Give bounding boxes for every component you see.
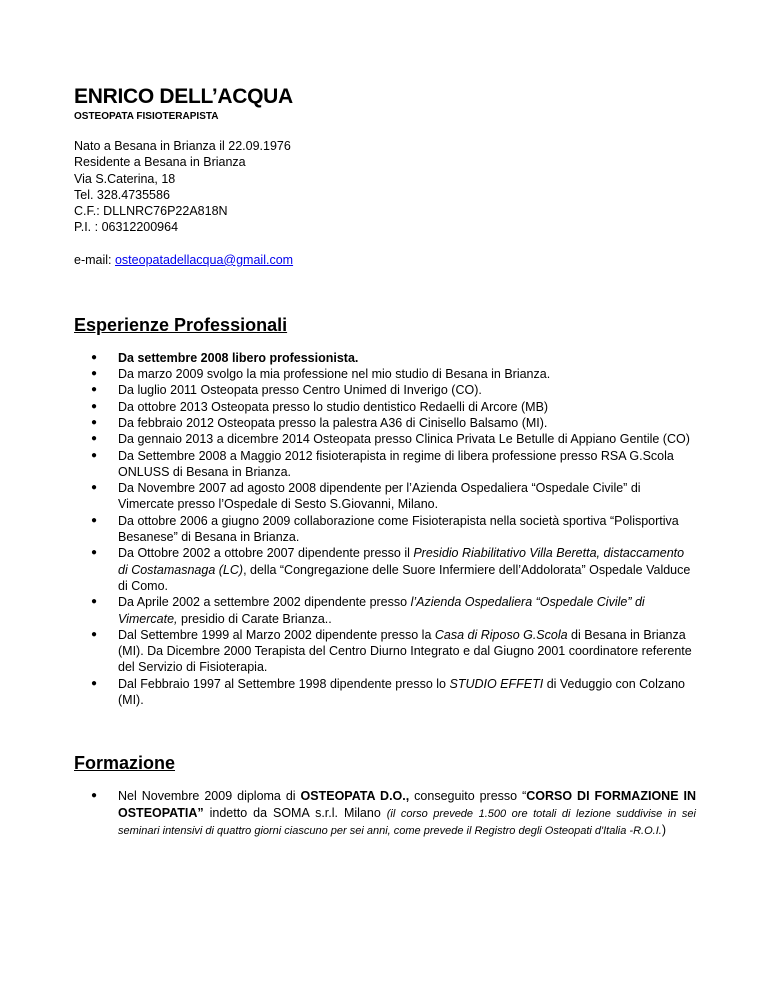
text-segment: Casa di Riposo G.Scola [434,627,568,642]
text-segment: di Veduggio con Colzano (MI). [118,676,686,708]
bullet-dot-icon: ● [91,449,98,461]
text-segment: Da settembre 2008 libero professionista. [118,350,359,365]
text-segment: STUDIO EFFETI [449,676,544,691]
text-segment: ) [661,822,666,837]
experience-item [74,545,696,594]
text-segment: Da ottobre 2006 a giugno 2009 collaborazione come Fisioterapista nella società sportiva “Polisportiva Besanese” di Besana in Brianza. [118,513,679,545]
section-title-education: Formazione [74,753,176,774]
experience-item [74,431,696,447]
experience-item [74,415,696,431]
bullet-dot-icon: ● [91,368,98,380]
text-segment: Dal Settembre 1999 al Marzo 2002 dipendente presso la [118,627,435,642]
contact-tax-code: C.F.: DLLNRC76P22A818N [74,204,228,219]
person-name: ENRICO DELL’ACQUA [74,85,293,108]
bullet-dot-icon: ● [91,416,98,428]
bullet-dot-icon: ● [91,514,98,526]
bullet-dot-icon: ● [91,351,98,363]
experience-item [74,399,696,415]
contact-residence: Residente a Besana in Brianza [74,155,246,170]
text-segment: (il corso prevede 1.500 ore totali di lezione suddivise in sei seminari intensivi di quattro giorni ciascuno per sei anni, come prevede il Registro degli Osteopati d'Italia -R.O.I. [118,807,696,837]
text-segment: OSTEOPATA D.O., [300,789,410,804]
text-segment: presidio di Carate Brianza.. [177,611,332,626]
section-title-experience: Esperienze Professionali [74,314,288,335]
text-segment: Da febbraio 2012 Osteopata presso la palestra A36 di Cinisello Balsamo (MI). [118,415,548,430]
experience-item [74,366,696,382]
profession-subtitle: OSTEOPATA FISIOTERAPISTA [74,111,219,122]
text-segment: Nel Novembre 2009 diploma di [118,789,301,804]
email-label: e-mail: [74,252,115,267]
contact-birth: Nato a Besana in Brianza il 22.09.1976 [74,139,291,153]
text-segment: Dal Febbraio 1997 al Settembre 1998 dipendente presso lo [118,676,450,691]
experience-item [74,513,696,546]
text-segment: Presidio Riabilitativo Villa Beretta, distaccamento di Costamasnaga (LC) [118,546,685,577]
text-segment: CORSO DI FORMAZIONE IN OSTEOPATIA” [118,789,696,820]
education-item [74,788,696,839]
email-line [74,252,696,268]
bullet-dot-icon: ● [91,790,98,802]
text-segment: Da Aprile 2002 a settembre 2002 dipendente presso [118,595,411,610]
contact-vat: P.I. : 06312200964 [74,220,179,235]
bullet-dot-icon: ● [91,482,98,494]
bullet-dot-icon: ● [91,628,98,640]
experience-item [74,594,696,627]
text-segment: Da luglio 2011 Osteopata presso Centro Unimed di Inverigo (CO). [118,383,482,398]
bullet-dot-icon: ● [91,547,98,559]
contact-block [74,138,696,236]
experience-list [74,350,696,709]
text-segment: Da marzo 2009 svolgo la mia professione nel mio studio di Besana in Brianza. [118,367,551,382]
bullet-dot-icon: ● [91,400,98,412]
text-segment: l’Azienda Ospedaliera “Ospedale Civile” di Vimercate, [118,595,645,626]
email-link[interactable]: osteopatadellacqua@gmail.com [114,252,294,267]
text-segment: Da Settembre 2008 a Maggio 2012 fisioterapista in regime di libera professione presso RSA G.Scola ONLUSS di Besana in Brianza. [118,448,674,479]
experience-item [74,627,696,676]
bullet-dot-icon: ● [91,677,98,689]
text-segment: Da Novembre 2007 ad agosto 2008 dipendente per l’Azienda Ospedaliera “Ospedale Civile” di Vimercate presso l’Ospedale di Sesto S.Giovanni, Milano. [118,481,641,512]
contact-address: Via S.Caterina, 18 [74,171,176,186]
experience-item [74,676,696,709]
text-segment: indetto da SOMA s.r.l. Milano [203,805,387,820]
bullet-dot-icon: ● [91,596,98,608]
experience-item [74,350,696,366]
experience-item [74,480,696,513]
contact-phone: Tel. 328.4735586 [74,187,170,202]
cv-page [74,84,696,839]
experience-item [74,382,696,398]
text-segment: di Besana in Brianza (MI). Da Dicembre 2000 Terapista del Centro Diurno Integrato e dal Giugno 2001 coordinatore referente del Servizio di Fisioterapia. [118,627,692,675]
education-list [74,788,696,839]
bullet-dot-icon: ● [91,384,98,396]
text-segment: Da gennaio 2013 a dicembre 2014 Osteopata presso Clinica Privata Le Betulle di Appiano Gentile (CO) [118,432,690,447]
bullet-dot-icon: ● [91,433,98,445]
text-segment: Da ottobre 2013 Osteopata presso lo studio dentistico Redaelli di Arcore (MB) [118,399,549,414]
text-segment: , della “Congregazione delle Suore Infermiere dell’Addolorata” Ospedale Valduce di Como. [118,562,691,593]
experience-item [74,448,696,481]
text-segment: Da Ottobre 2002 a ottobre 2007 dipendente presso il [118,546,414,561]
text-segment: conseguito presso “ [409,789,527,804]
